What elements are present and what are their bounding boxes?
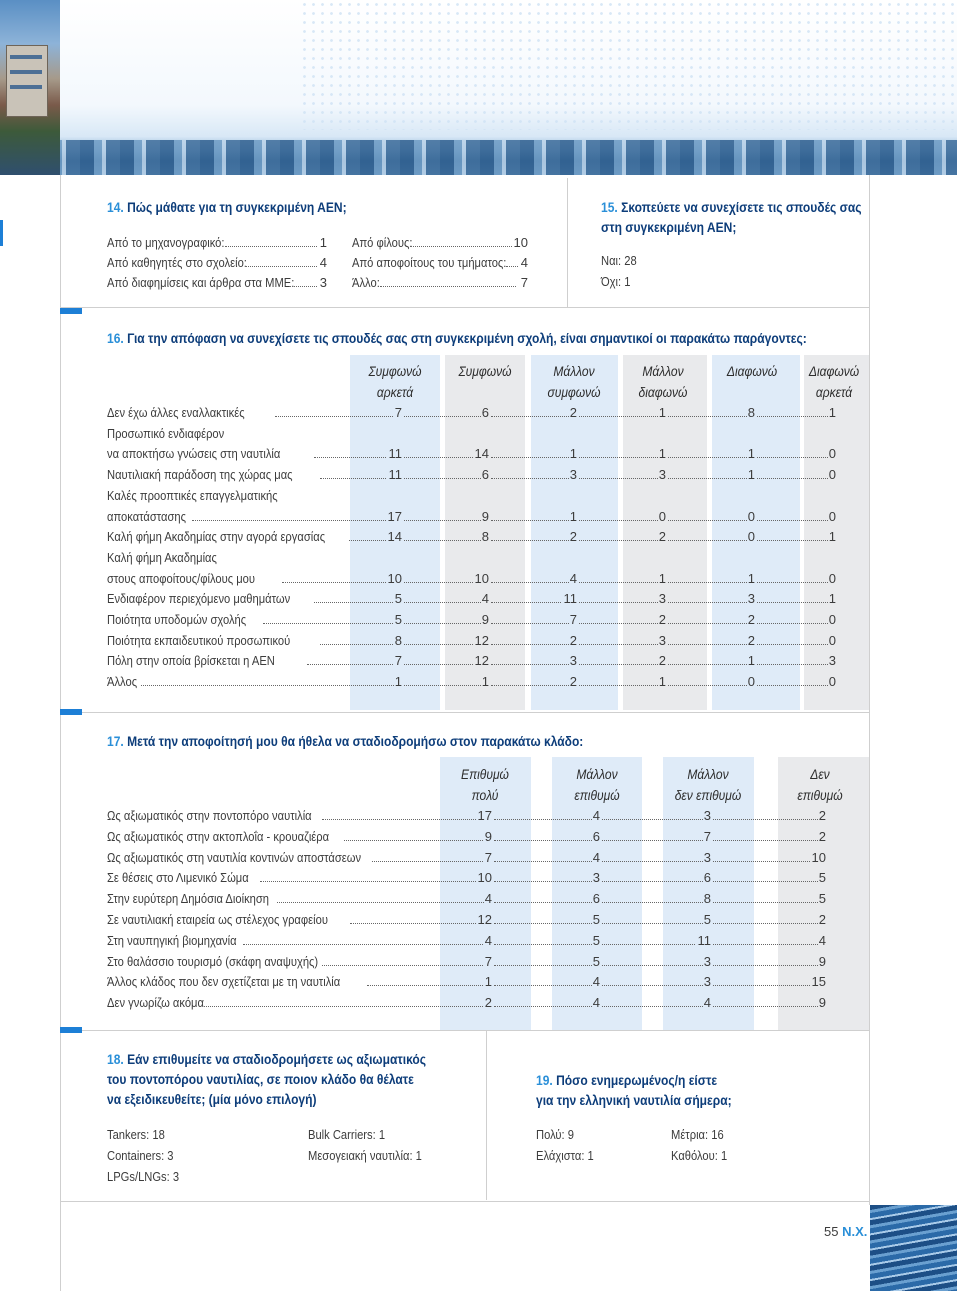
table-row [107, 609, 847, 630]
row-label: Ενδιαφέρον περιεχόμενο μαθημάτων [107, 591, 291, 607]
table-row [107, 992, 847, 1013]
table-cell: 2 [484, 995, 492, 1011]
row-label: Ως αξιωματικός στην ποντοπόρο ναυτιλία [107, 808, 312, 823]
table-cell: 4 [592, 808, 600, 823]
table-cell: 6 [592, 891, 600, 907]
table-cell: 1 [747, 446, 755, 462]
q15-title: 15. Σκοπεύετε να συνεχίσετε τις σπουδές σας στη συγκεκριμένη ΑΕΝ; [601, 199, 862, 235]
table-cell: 10 [387, 570, 402, 586]
table-cell: 4 [569, 570, 577, 586]
table-cell: 1 [658, 446, 666, 462]
table-cell: 7 [484, 953, 492, 969]
table-cell: 10 [811, 849, 826, 865]
row-label: Στην ευρύτερη Δημόσια Διοίκηση [107, 891, 270, 907]
table-row [107, 671, 847, 692]
sea-photo-right [870, 1205, 957, 1291]
row-label: Ως αξιωματικός στη ναυτιλία κοντινών αποστάσεων [107, 849, 362, 865]
table-cell: 1 [394, 674, 402, 690]
q16-column-header: Διαφωνώ αρκετά [808, 363, 860, 400]
table-cell: 0 [828, 570, 836, 586]
table-cell: 10 [477, 870, 492, 886]
q16-column-header: Μάλλον διαφωνώ [638, 363, 688, 400]
table-row [107, 805, 847, 826]
row-label: Άλλος [107, 674, 138, 690]
row-label: Ναυτιλιακή παράδοση της χώρας μας [107, 467, 293, 483]
q19-item: Πολύ: 9 [536, 1127, 574, 1142]
section-marker [60, 1027, 82, 1033]
q16-column-header: Συμφωνώ [458, 363, 512, 379]
table-cell: 3 [569, 467, 577, 483]
table-cell: 17 [387, 508, 402, 524]
table-cell: 2 [818, 912, 826, 927]
q17-column-header: Μάλλον επιθυμώ [574, 766, 620, 803]
table-row [107, 847, 847, 868]
q18-item: Μεσογειακή ναυτιλία: 1 [308, 1148, 422, 1163]
row-label: αποκατάστασης [107, 508, 187, 524]
q16-column-header: Συμφωνώ αρκετά [368, 363, 422, 400]
page-footer [824, 1224, 867, 1239]
row-label: Καλές προοπτικές επαγγελματικής [107, 487, 278, 503]
q15-no: Όχι: 1 [601, 274, 631, 289]
row-label: Προσωπικό ενδιαφέρον [107, 425, 225, 441]
table-cell: 2 [658, 612, 666, 627]
table-row [107, 443, 847, 464]
table-cell: 3 [703, 953, 711, 969]
table-cell: 1 [569, 446, 577, 462]
q17-column-header: Μάλλον δεν επιθυμώ [674, 766, 742, 803]
table-row [107, 930, 847, 951]
table-cell: 1 [481, 674, 489, 690]
table-cell: 6 [481, 405, 489, 420]
building-photo [0, 0, 60, 175]
table-cell: 11 [388, 446, 402, 462]
table-cell: 1 [658, 405, 666, 420]
table-cell: 11 [563, 591, 577, 607]
row-label: Σε ναυτιλιακή εταιρεία ως στέλεχος γραφείου [107, 912, 328, 927]
q14-list: Από το μηχανογραφικό: 1 Από καθηγητές στο σχολείο: 4 Από διαφημίσεις και άρθρα στα ΜΜΕ: 3 Από φίλους: 10 Από αποφοίτους του τμήματος: 4 Άλλο: 7 [107, 235, 528, 290]
table-cell: 0 [747, 508, 755, 524]
table-cell: 14 [474, 446, 489, 462]
table-cell: 7 [394, 405, 402, 420]
table-cell: 0 [828, 467, 836, 483]
table-cell: 3 [747, 591, 755, 607]
q18-item: Tankers: 18 [107, 1127, 165, 1142]
table-cell: 4 [703, 995, 711, 1011]
sea-stripe [0, 140, 957, 175]
table-row [107, 547, 847, 568]
table-cell: 9 [484, 828, 492, 844]
row-label: να αποκτήσω γνώσεις στη ναυτιλία [107, 446, 281, 462]
table-cell: 0 [828, 612, 836, 627]
table-cell: 7 [394, 653, 402, 669]
table-row [107, 971, 847, 992]
table-cell: 7 [569, 612, 577, 627]
table-cell: 5 [592, 953, 600, 969]
row-label: Πόλη στην οποία βρίσκεται η ΑΕΝ [107, 653, 275, 669]
table-cell: 12 [477, 912, 492, 927]
table-cell: 11 [697, 932, 711, 948]
table-cell: 2 [658, 529, 666, 545]
table-row [107, 402, 847, 423]
table-cell: 1 [747, 570, 755, 586]
table-cell: 12 [474, 653, 489, 669]
table-cell: 6 [481, 467, 489, 483]
table-cell: 2 [818, 808, 826, 823]
q17-column-header: Επιθυμώ πολύ [461, 766, 509, 803]
section-marker [60, 709, 82, 715]
row-label: Άλλος κλάδος που δεν σχετίζεται με τη ναυτιλία [107, 974, 341, 990]
table-row [107, 506, 847, 527]
table-cell: 14 [387, 529, 402, 545]
table-row [107, 909, 847, 930]
table-row [107, 888, 847, 909]
table-cell: 8 [481, 529, 489, 545]
row-label: Ποιότητα εκπαιδευτικού προσωπικού [107, 632, 291, 648]
table-cell: 8 [747, 405, 755, 420]
table-cell: 6 [703, 870, 711, 886]
table-cell: 2 [747, 612, 755, 627]
table-cell: 0 [828, 632, 836, 648]
row-label: Καλή φήμη Ακαδημίας στην αγορά εργασίας [107, 529, 326, 545]
table-cell: 11 [388, 467, 402, 483]
q16-column-header: Διαφωνώ [726, 363, 778, 379]
table-cell: 0 [747, 674, 755, 690]
table-cell: 5 [592, 912, 600, 927]
table-cell: 0 [658, 508, 666, 524]
table-row [107, 588, 847, 609]
row-label: Ως αξιωματικός στην ακτοπλοΐα - κρουαζιέρα [107, 828, 330, 844]
section-marker [60, 308, 82, 314]
table-cell: 6 [592, 828, 600, 844]
table-cell: 9 [481, 508, 489, 524]
table-cell: 5 [592, 932, 600, 948]
table-row [107, 485, 847, 506]
table-row [107, 464, 847, 485]
table-cell: 3 [828, 653, 836, 669]
table-row [107, 826, 847, 847]
q16-column-header: Μάλλον συμφωνώ [547, 363, 601, 400]
table-cell: 2 [747, 632, 755, 648]
q17-title: 17. Μετά την αποφοίτησή μου θα ήθελα να σταδιοδρομήσω στον παρακάτω κλάδο: [107, 733, 584, 749]
table-cell: 2 [818, 828, 826, 844]
row-label: Στη ναυπηγική βιομηχανία [107, 932, 237, 948]
table-cell: 3 [658, 632, 666, 648]
table-cell: 2 [569, 632, 577, 648]
table-cell: 1 [747, 653, 755, 669]
table-cell: 3 [658, 591, 666, 607]
table-cell: 10 [474, 570, 489, 586]
table-cell: 2 [569, 529, 577, 545]
table-cell: 4 [592, 974, 600, 990]
row-label: Ποιότητα υποδομών σχολής [107, 612, 247, 627]
q19-item: Μέτρια: 16 [671, 1127, 724, 1142]
table-cell: 4 [818, 932, 826, 948]
row-label: Δεν γνωρίζω ακόμα [107, 995, 204, 1011]
table-cell: 0 [828, 674, 836, 690]
table-cell: 1 [484, 974, 492, 990]
header-pattern [300, 0, 957, 130]
table-cell: 3 [592, 870, 600, 886]
header-banner [0, 0, 957, 175]
table-cell: 0 [828, 508, 836, 524]
table-cell: 1 [658, 570, 666, 586]
table-cell: 4 [481, 591, 489, 607]
table-row [107, 526, 847, 547]
table-cell: 2 [569, 674, 577, 690]
table-row [107, 650, 847, 671]
table-cell: 4 [592, 995, 600, 1011]
row-label: Καλή φήμη Ακαδημίας [107, 549, 217, 565]
table-cell: 0 [828, 446, 836, 462]
q18-item: LPGs/LNGs: 3 [107, 1169, 180, 1184]
table-cell: 12 [474, 632, 489, 648]
side-marker [0, 220, 3, 246]
table-row [107, 630, 847, 651]
row-label: Στο θαλάσσιο τουρισμό (σκάφη αναψυχής) [107, 953, 319, 969]
table-row [107, 423, 847, 444]
table-cell: 5 [703, 912, 711, 927]
q19-item: Ελάχιστα: 1 [536, 1148, 594, 1163]
table-row [107, 951, 847, 972]
q14-title: 14. Πώς μάθατε για τη συγκεκριμένη ΑΕΝ; [107, 199, 347, 215]
table-cell: 3 [703, 849, 711, 865]
table-cell: 9 [481, 612, 489, 627]
table-cell: 3 [703, 974, 711, 990]
table-cell: 9 [818, 995, 826, 1011]
row-label: στους αποφοίτους/φίλους μου [107, 570, 256, 586]
table-cell: 5 [394, 591, 402, 607]
table-cell: 3 [569, 653, 577, 669]
table-cell: 5 [818, 891, 826, 907]
page-number: 55 [824, 1224, 839, 1239]
q16-title: 16. Για την απόφαση να συνεχίσετε τις σπουδές σας στη συγκεκριμένη σχολή, είναι σημαντικοί οι παρακάτω παράγοντες: [107, 330, 807, 346]
table-cell: 4 [484, 891, 492, 907]
table-cell: 9 [818, 953, 826, 969]
table-cell: 1 [658, 674, 666, 690]
table-cell: 5 [818, 870, 826, 886]
table-cell: 1 [828, 591, 836, 607]
q18-item: Containers: 3 [107, 1148, 174, 1163]
table-row [107, 568, 847, 589]
table-cell: 4 [592, 849, 600, 865]
row-label: Δεν έχω άλλες εναλλακτικές [107, 405, 245, 420]
table-cell: 3 [658, 467, 666, 483]
q18-item: Bulk Carriers: 1 [308, 1127, 386, 1142]
table-cell: 17 [477, 808, 492, 823]
table-cell: 15 [811, 974, 826, 990]
table-cell: 1 [747, 467, 755, 483]
table-cell: 5 [394, 612, 402, 627]
table-cell: 8 [703, 891, 711, 907]
q19-item: Καθόλου: 1 [671, 1148, 728, 1163]
row-label: Σε θέσεις στο Λιμενικό Σώμα [107, 870, 249, 886]
q17-column-header: Δεν επιθυμώ [797, 766, 843, 803]
table-cell: 0 [747, 529, 755, 545]
table-cell: 2 [658, 653, 666, 669]
q18-title: 18. Εάν επιθυμείτε να σταδιοδρομήσετε ως αξιωματικός του ποντοπόρου ναυτιλίας, σε ποιον κλάδο θα θέλατε να εξειδικευθείτε; (μία μόνο επιλογή) [107, 1051, 427, 1107]
table-cell: 7 [703, 828, 711, 844]
table-row [107, 867, 847, 888]
q19-title: 19. Πόσο ενημερωμένος/η είστε για την ελληνική ναυτιλία σήμερα; [536, 1072, 732, 1108]
table-cell: 8 [394, 632, 402, 648]
table-cell: 1 [569, 508, 577, 524]
q15-yes: Ναι: 28 [601, 253, 637, 268]
table-cell: 1 [828, 529, 836, 545]
brand-mark: Ν.Χ. [842, 1224, 868, 1239]
table-cell: 1 [828, 405, 836, 420]
table-cell: 4 [484, 932, 492, 948]
table-cell: 2 [569, 405, 577, 420]
table-cell: 3 [703, 808, 711, 823]
table-cell: 7 [484, 849, 492, 865]
